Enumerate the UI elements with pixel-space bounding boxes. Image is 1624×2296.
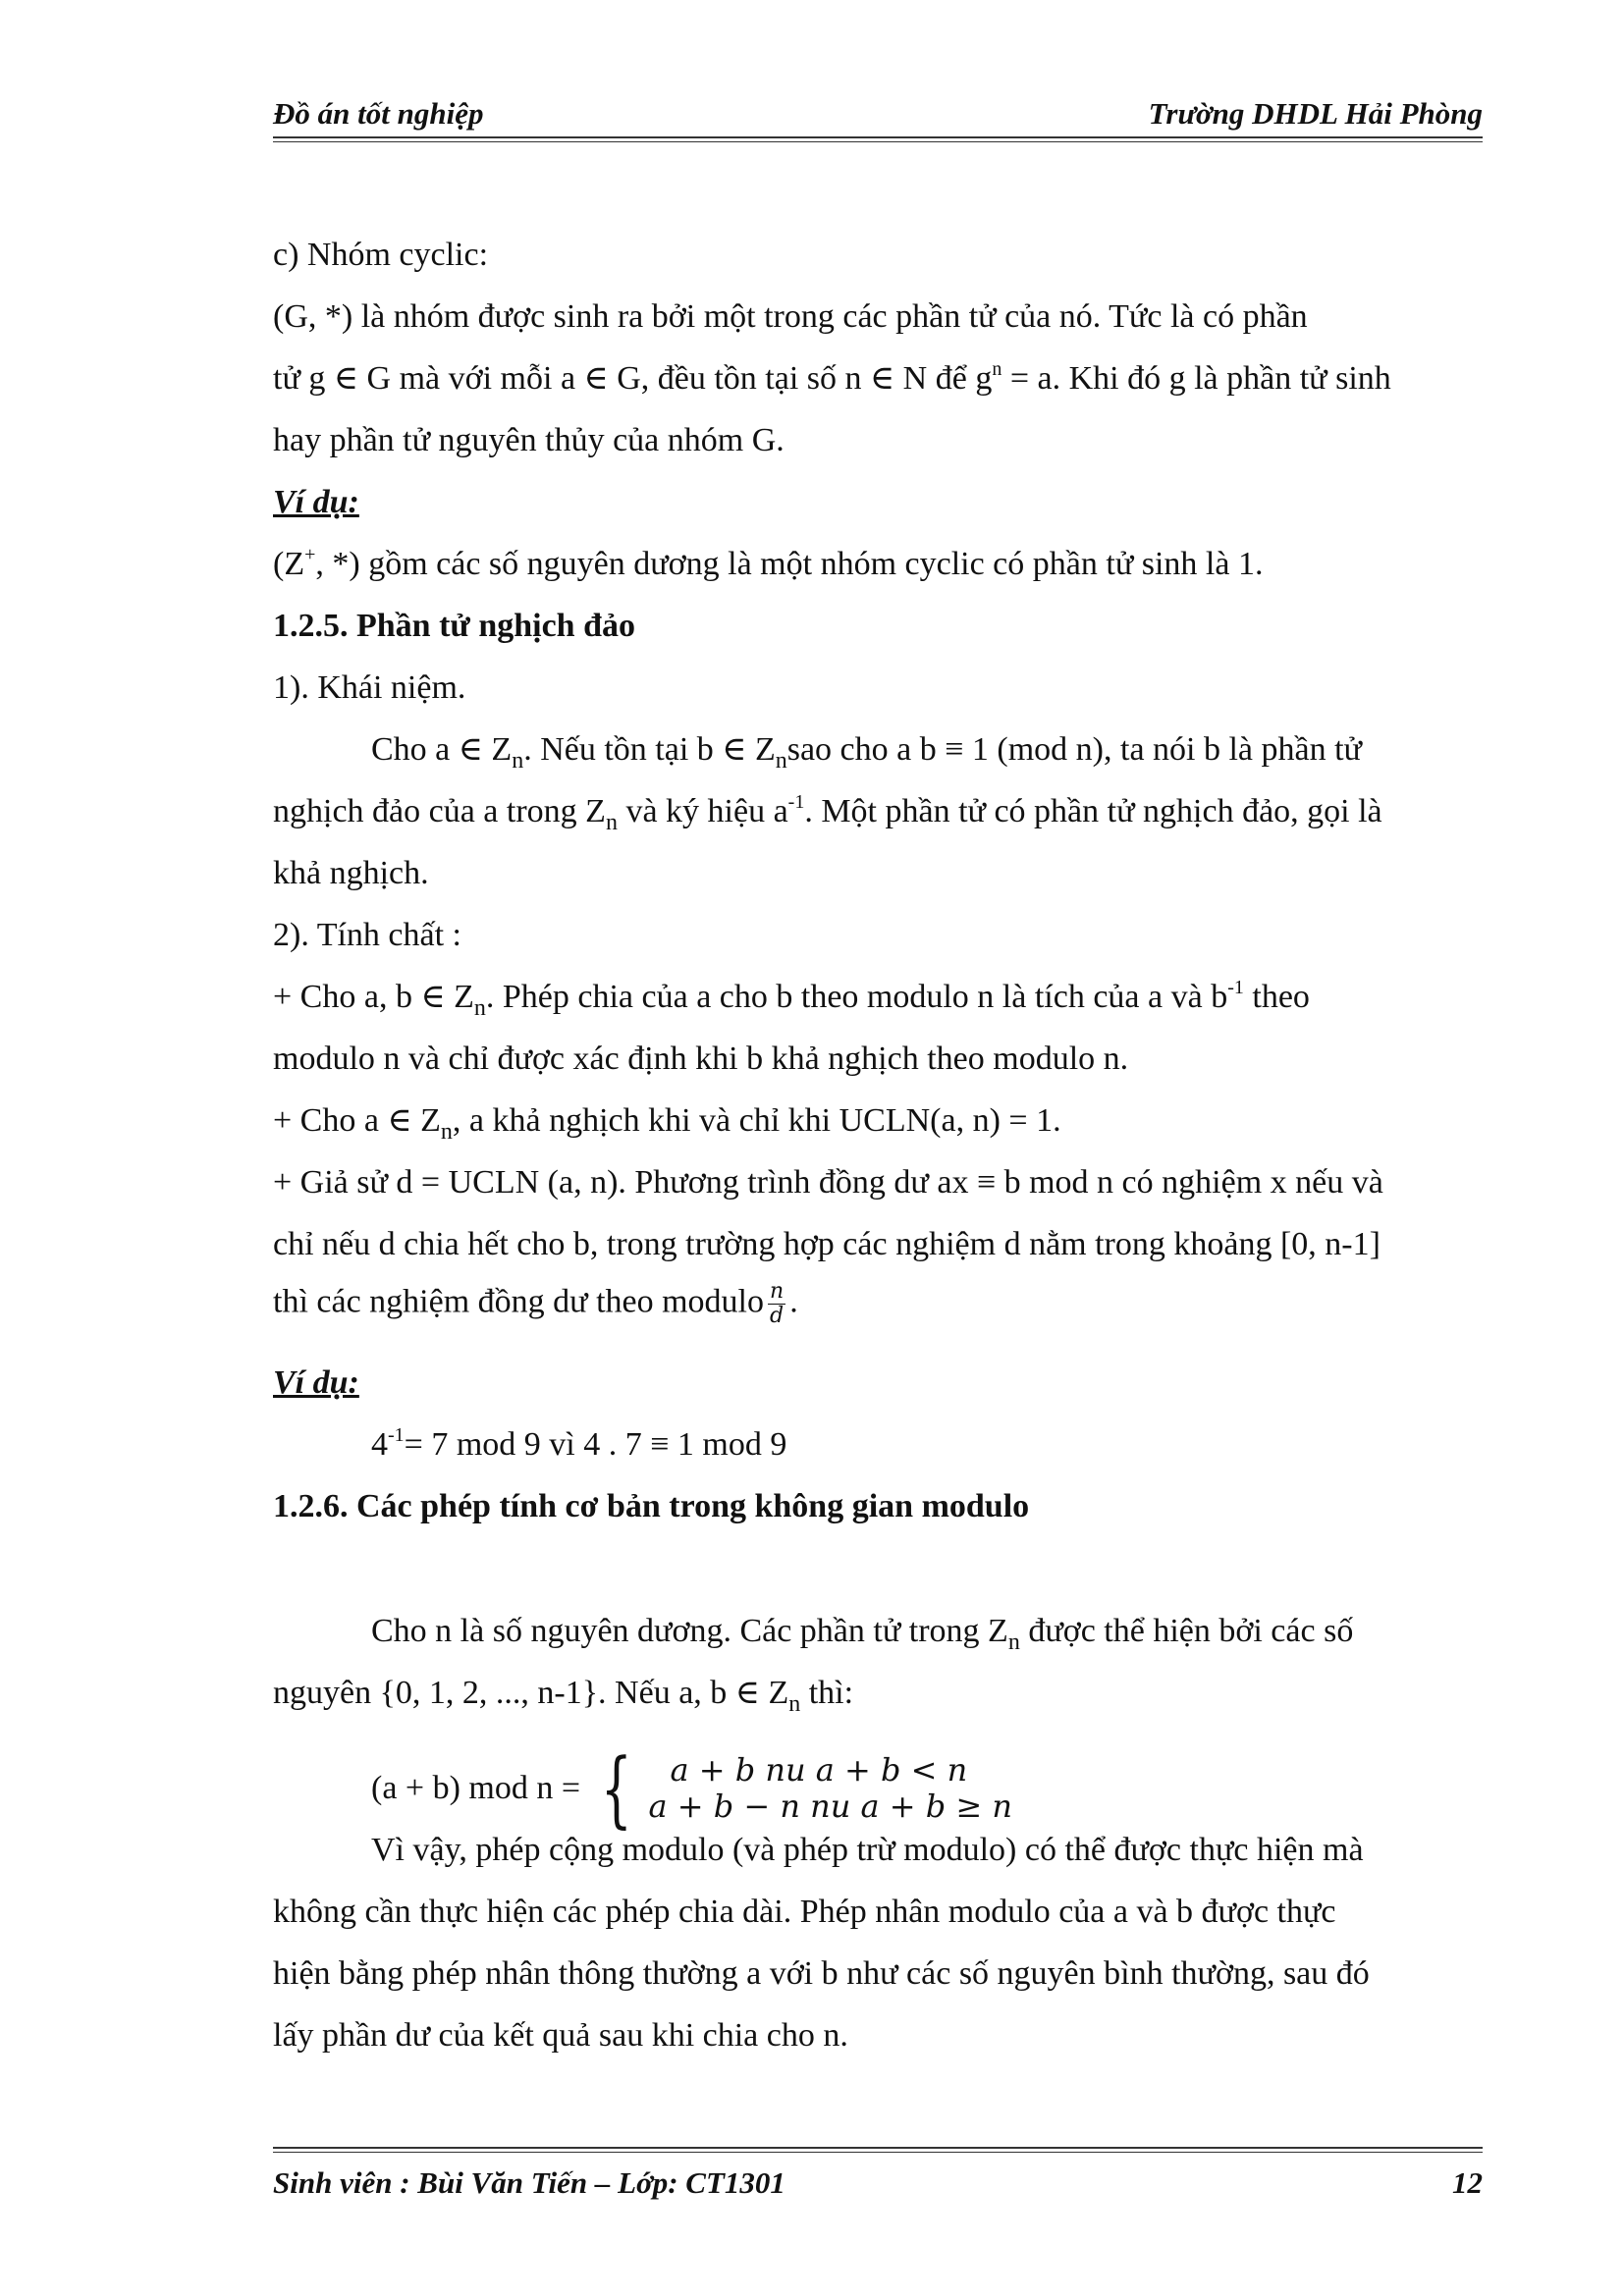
page-number: 12 [1452,2165,1483,2200]
fraction-n-over-d: $\frac{n}{d}$ [770,1279,785,1329]
concept-title: 1). Khái niệm. [273,669,466,706]
header-right: Trường DHDL Hải Phòng [1148,96,1483,131]
modulo-line-4: không cần thực hiện các phép chia dài. Phép nhân modulo của a và b được thực [273,1894,1336,1930]
section-heading-125: 1.2.5. Phần tử nghịch đảo [273,608,635,644]
cyclic-line-2: tử g ∈ G mà với mỗi a ∈ G, đều tồn tại số n ∈ N để $g^n = a$. Khi đó g là phần tử sinh [273,358,1391,397]
left-brace: { [600,1740,632,1837]
footer-rule [273,2147,1483,2153]
formula-cases [648,1752,1012,1825]
property-3-end: thì các nghiệm đồng dư theo modulo $\frac{n}{d}$ . [273,1279,798,1329]
cyclic-line-1: (G, *) là nhóm được sinh ra bởi một trong các phần tử của nó. Tức là có phần [273,298,1308,335]
property-1: + Cho a, b ∈ $Z_n$. Phép chia của a cho b theo modulo n là tích của a và $b^{-1}$ theo [273,977,1310,1021]
section-heading-126: 1.2.6. Các phép tính cơ bản trong không gian modulo [273,1488,1030,1524]
formula-lhs: (a + b) mod n = [371,1770,581,1806]
modulo-line-5: hiện bằng phép nhân thông thường a với b như các số nguyên bình thường, sau đó [273,1955,1370,1992]
cyclic-line-3: hay phần tử nguyên thủy của nhóm G. [273,422,785,458]
inverse-example: $4^{-1}= 7$ mod 9 vì 4 . 7 ≡ 1 mod 9 [371,1424,787,1463]
properties-title: 2). Tính chất : [273,917,461,953]
page-footer [273,2165,1483,2201]
concept-line-3: khả nghịch. [273,855,429,891]
example-label-2: Ví dụ: [273,1364,359,1401]
page-header [273,96,1483,132]
property-2: + Cho a ∈ $Z_n$, a khả nghịch khi và chỉ khi UCLN(a, n) = 1. [273,1102,1061,1145]
formula-case-2: a + b − n nu a + b ≥ n [648,1788,1013,1825]
modulo-line-6: lấy phần dư của kết quả sau khi chia cho n. [273,2017,848,2054]
example-label-1: Ví dụ: [273,484,359,520]
property-3: + Giả sử d = UCLN (a, n). Phương trình đồng dư ax ≡ b mod n có nghiệm x nếu và [273,1164,1383,1201]
property-3-cont: chỉ nếu d chia hết cho b, trong trường hợp các nghiệm d nằm trong khoảng [0, n-1] [273,1226,1380,1262]
header-left: Đồ án tốt nghiệp [273,96,484,131]
modulo-line-1: Cho n là số nguyên dương. Các phần tử trong $Z_n$ được thể hiện bởi các số [371,1613,1354,1655]
header-rule [273,136,1483,142]
modulo-line-3: Vì vậy, phép cộng modulo (và phép trừ modulo) có thể được thực hiện mà [371,1832,1364,1868]
modulo-line-2: nguyên {0, 1, 2, ..., n-1}. Nếu a, b ∈ $Z_n$ thì: [273,1675,854,1717]
concept-line-2: nghịch đảo của a trong $Z_n$ và ký hiệu $a^{-1}$. Một phần tử có phần tử nghịch đảo, gọi là [273,791,1382,835]
concept-line-1: Cho a ∈ $Z_n$. Nếu tồn tại b ∈ $Z_nsao$ cho a b ≡ 1 (mod n), ta nói b là phần tử [371,731,1362,774]
addition-formula [371,1740,1013,1837]
cyclic-title: c) Nhóm cyclic: [273,237,489,273]
formula-case-1: a + b nu a + b < n [670,1751,968,1789]
property-1-cont: modulo n và chỉ được xác định khi b khả nghịch theo modulo n. [273,1041,1129,1077]
footer-left: Sinh viên : Bùi Văn Tiến – Lớp: CT1301 [273,2165,785,2200]
cyclic-example: (Z+, *) gồm các số nguyên dương là một nhóm cyclic có phần tử sinh là 1. [273,544,1264,582]
